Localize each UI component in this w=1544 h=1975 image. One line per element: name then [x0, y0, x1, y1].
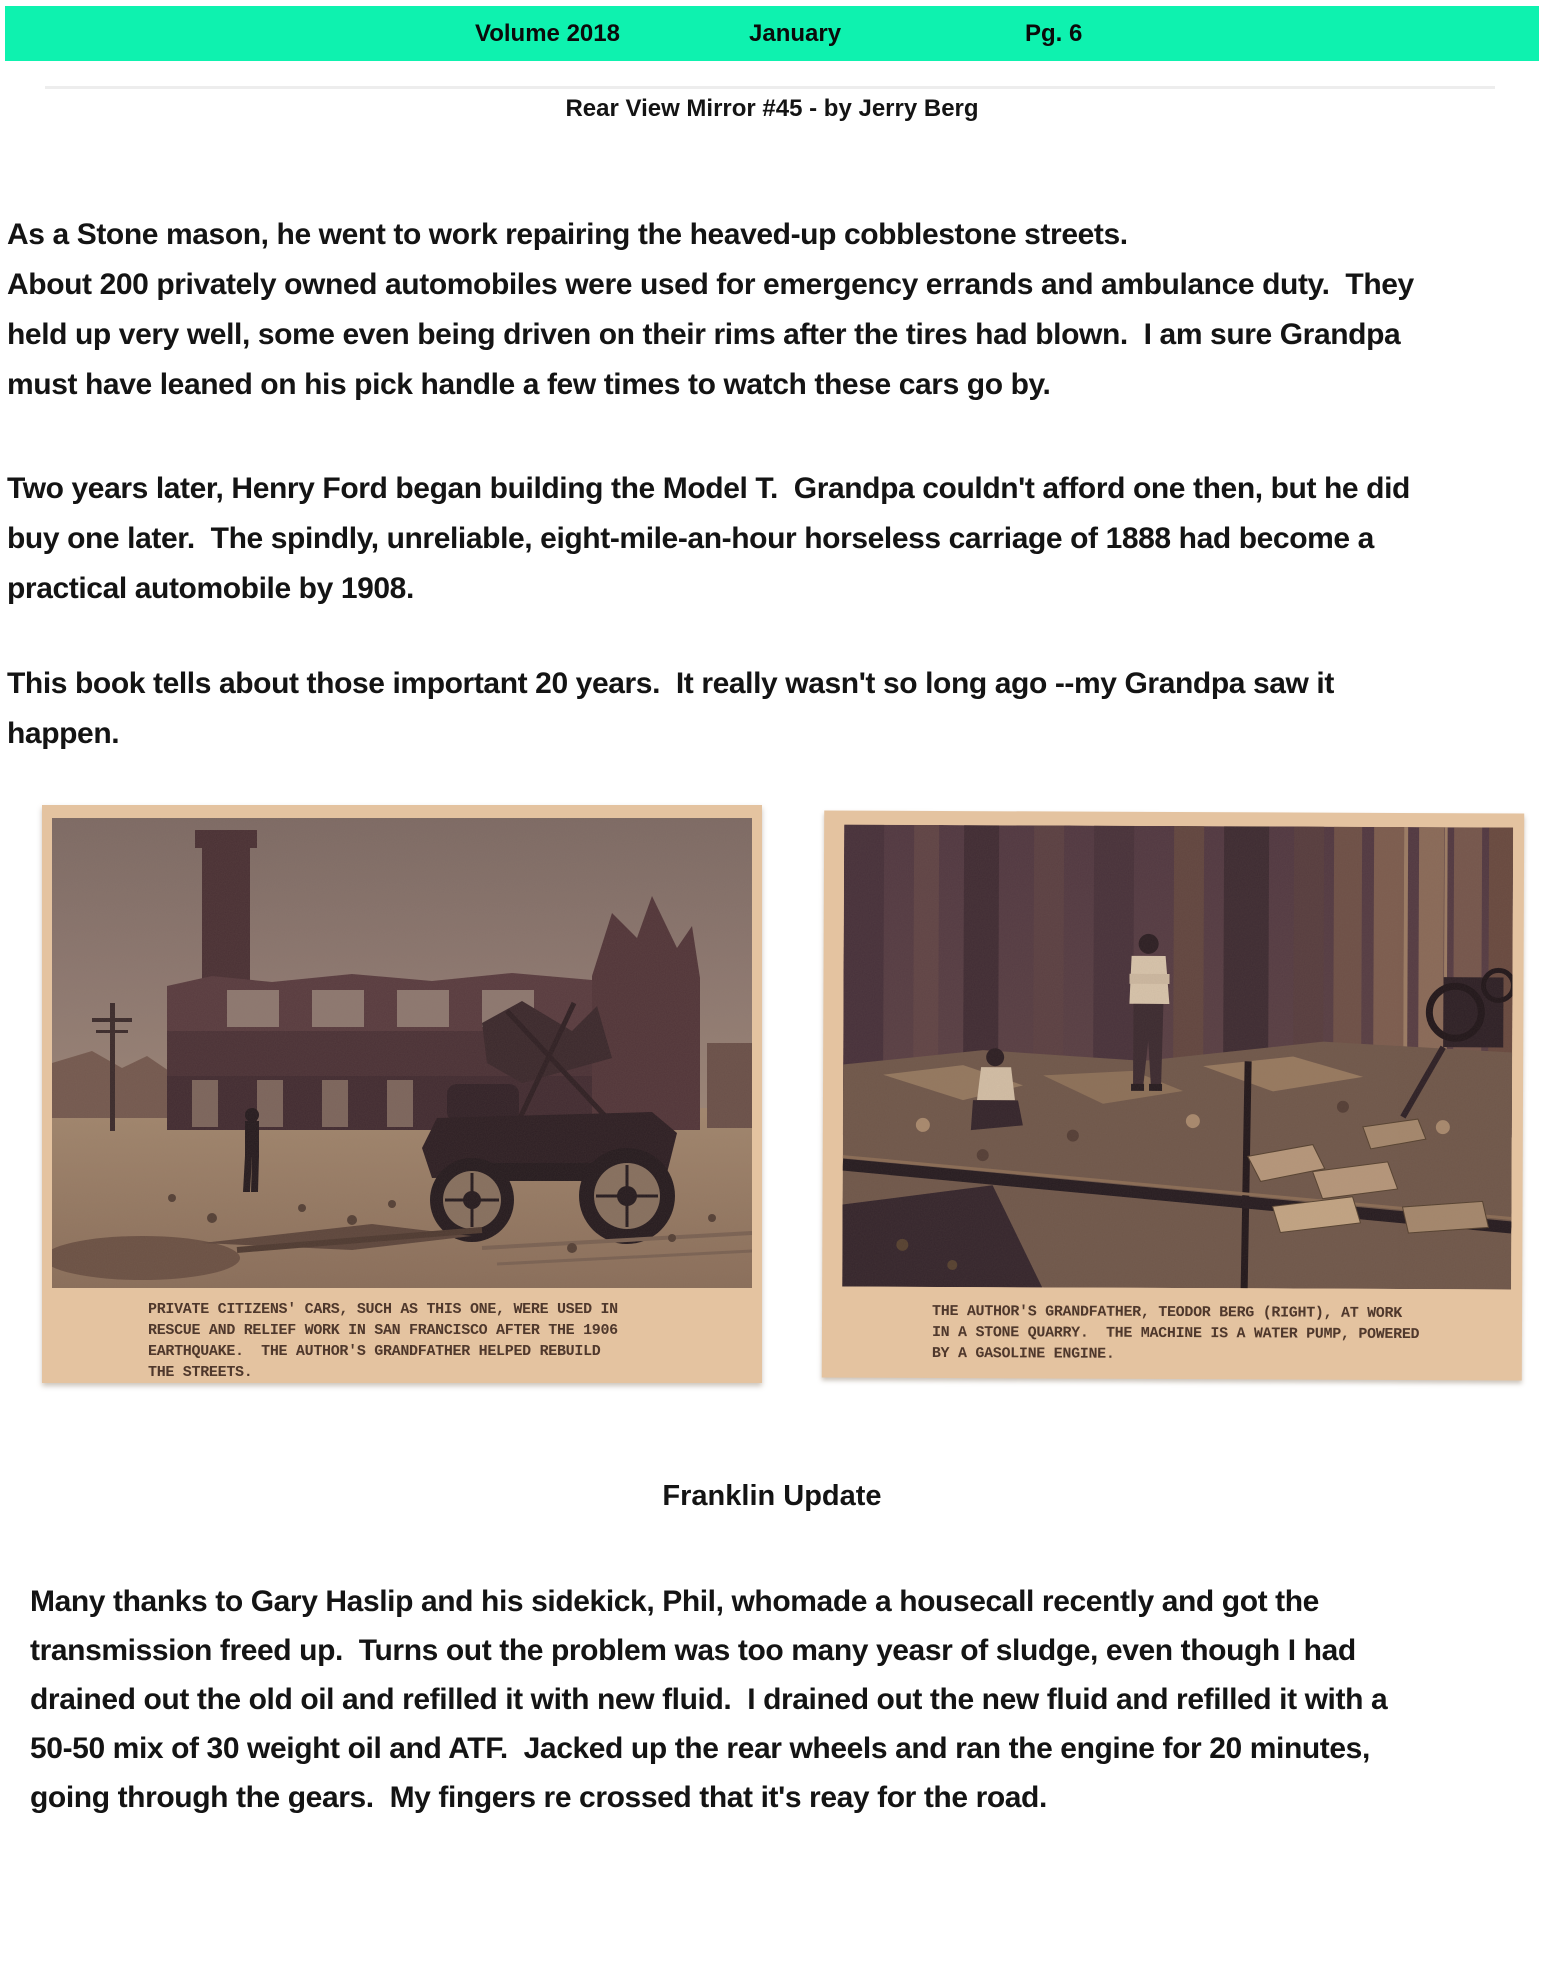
article-title: Rear View Mirror #45 - by Jerry Berg: [565, 95, 979, 122]
paragraph-model-t: [7, 464, 1410, 614]
photo-earthquake-car: [42, 805, 762, 1383]
earthquake-photo-illustration: [52, 818, 752, 1288]
text-line: Two years later, Henry Ford began building the Model T. Grandpa couldn't afford one then, but he did: [7, 472, 1410, 505]
scan-artifact-line: [45, 86, 1495, 89]
quarry-photo-illustration: [842, 825, 1513, 1290]
text-line: PRIVATE CITIZENS' CARS, SUCH AS THIS ONE, WERE USED IN: [148, 1301, 618, 1318]
text-line: practical automobile by 1908.: [7, 572, 414, 605]
header-page-number: Pg. 6: [1025, 20, 1083, 47]
paragraph-franklin-update: [30, 1577, 1387, 1822]
text-line: THE STREETS.: [148, 1364, 253, 1381]
franklin-update-heading: Franklin Update: [662, 1480, 882, 1512]
text-line: This book tells about those important 20 years. It really wasn't so long ago --my Grandpa saw it: [7, 667, 1334, 700]
text-line: must have leaned on his pick handle a few times to watch these cars go by.: [7, 368, 1051, 401]
text-line: transmission freed up. Turns out the problem was too many yeasr of sludge, even though I had: [30, 1634, 1356, 1667]
paragraph-stone-mason: [7, 210, 1414, 410]
text-line: BY A GASOLINE ENGINE.: [931, 1344, 1115, 1363]
paragraph-this-book: [7, 659, 1334, 759]
text-line: happen.: [7, 717, 120, 750]
text-line: 50-50 mix of 30 weight oil and ATF. Jacked up the rear wheels and ran the engine for 20 minutes,: [30, 1732, 1370, 1765]
text-line: drained out the old oil and refilled it with new fluid. I drained out the new fluid and refilled it with a: [30, 1683, 1388, 1716]
text-line: RESCUE AND RELIEF WORK IN SAN FRANCISCO AFTER THE 1906: [148, 1322, 618, 1339]
quarry-scene-svg: [842, 825, 1513, 1290]
text-line: As a Stone mason, he went to work repairing the heaved-up cobblestone streets.: [7, 218, 1128, 251]
text-line: Many thanks to Gary Haslip and his sidekick, Phil, whomade a housecall recently and got the: [30, 1585, 1319, 1618]
text-line: going through the gears. My fingers re crossed that it's reay for the road.: [30, 1781, 1047, 1814]
photo-stone-quarry: [822, 810, 1524, 1380]
header-month: January: [749, 20, 842, 47]
text-line: held up very well, some even being driven on their rims after the tires had blown. I am sure Grandpa: [7, 318, 1401, 351]
header-bar: [5, 6, 1539, 61]
photo-earthquake-caption: [148, 1299, 618, 1383]
text-line: About 200 privately owned automobiles were used for emergency errands and ambulance duty. They: [7, 268, 1414, 301]
earthquake-scene-svg: [52, 818, 752, 1288]
text-line: IN A STONE QUARRY. THE MACHINE IS A WATER PUMP, POWERED: [931, 1323, 1420, 1344]
text-line: THE AUTHOR'S GRANDFATHER, TEODOR BERG (RIGHT), AT WORK: [932, 1302, 1402, 1323]
photo-quarry-caption: [932, 1301, 1420, 1366]
header-volume: Volume 2018: [475, 20, 620, 47]
text-line: buy one later. The spindly, unreliable, eight-mile-an-hour horseless carriage of 1888 had become a: [7, 522, 1374, 555]
text-line: EARTHQUAKE. THE AUTHOR'S GRANDFATHER HELPED REBUILD: [148, 1343, 601, 1360]
